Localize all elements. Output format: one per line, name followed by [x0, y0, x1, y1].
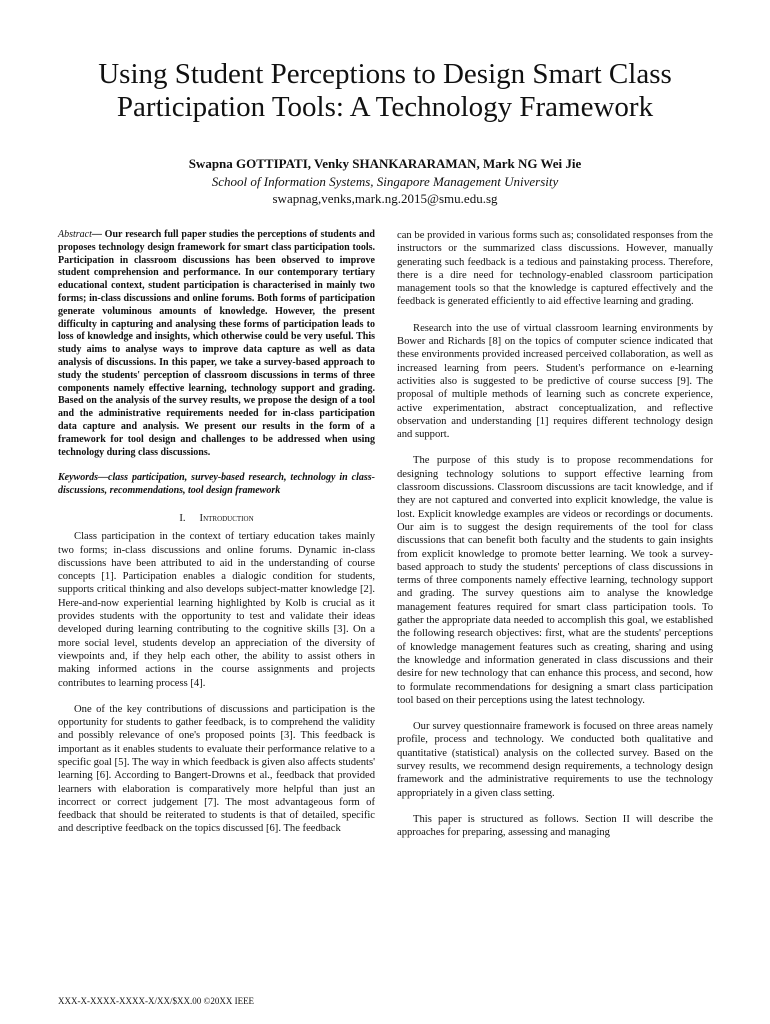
keywords: Keywords—class participation, survey-based research, technology in class-discussions, recommendations, tool design framework — [58, 472, 375, 497]
section-heading — [58, 512, 375, 525]
copyright-footer: XXX-X-XXXX-XXXX-X/XX/$XX.00 ©20XX IEEE — [58, 996, 255, 1006]
author-list: Swapna GOTTIPATI, Venky SHANKARARAMAN, Mark NG Wei Jie — [188, 156, 582, 171]
body-paragraph: One of the key contributions of discussions and participation is the opportunity for students to gather feedback, is to comprehend the validity and possibly relevance of one's proposed points [3]. This feedback is important as it enables students to evaluate their performance relative to a specific goal [5]. The way in which feedback is given also affects students' learning [6]. According to Bangert-Drowns et al., feedback that provided learners with elaboration is comparatively more helpful than just an incorrect or correct judgement [7]. The most advantageous form of feedback that should be reiterated to students is that of detailed, specific and descriptive feedback on the topics discussed [6]. The feedback — [58, 703, 375, 835]
body-paragraph: Our survey questionnaire framework is focused on three areas namely profile, process and technology. We conducted both qualitative and quantitative (statistical) analysis on the collected survey. Based on the survey results, we recommend design requirements, a technology design framework and the administrative requirements to use the technology appropriately in a given class setting. — [397, 721, 713, 799]
abstract-text: — Our research full paper studies the perceptions of students and proposes technology design framework for smart class participation tools. Participation in classroom discussions has been observed to improve student comprehension and performance. In our contemporary tertiary educational context, student participation is characterised in mainly two forms; in-class discussions and online forums. Both forms of participation generate voluminous amounts of knowledge. However, the present difficulty in capturing and analysing these forms of participation leads to loss of knowledge and insights, which otherwise could be very useful. This study aims to analyse ways to improve data capture as well as data analysis of discussions. In this paper, we take a survey-based approach to study the students' perception of classroom discussions in terms of three components namely effective learning, technology support and grading. Based on the analysis of the survey results, we propose the design of a tool and the administrative requirements needed for in-class participation data capture and analysis. We present our results in the form of a framework for tool design and challenges to be addressed when using technology during class discussions. — [58, 229, 375, 458]
body-paragraph: Research into the use of virtual classroom learning environments by Bower and Richards [8] on the topics of computer science indicated that these environments provided increased perceived collaboration, as well as increased learning from peers. Student's performance on e-learning activities also is suggested to be predictive of course success [9]. The proposal of multiple methods of learning such as concrete experience, active experimentation, abstract conceptualization, and reflective observation and understanding [1] requires different technology design and support. — [397, 322, 713, 441]
section-number: I. — [179, 512, 186, 524]
right-column — [397, 229, 713, 839]
affiliation: School of Information Systems, Singapore Management University — [211, 174, 559, 189]
body-paragraph: Class participation in the context of tertiary education takes mainly two forms; in-class discussions and online forums. Dynamic in-class discussions have been attributed to aid in the understanding of course concepts [1]. Participation enables a dialogic condition for students, supports critical thinking and also develops subject-matter knowledge [2]. Here-and-now experiential learning highlighted by Kolb is crucial as it provides students with the opportunity to test and validate their ideas developed during learning contributing to the cognitive skills [3]. On a more social level, students develop an appreciation of the diversity of viewpoints and, if they help each other, the ability to assist others in making informed actions in the course assignments and projects contributes to learning process [4]. — [58, 531, 375, 689]
body-paragraph: can be provided in various forms such as; consolidated responses from the instructors or the summarized class discussions. However, manually generating such feedback is a tedious and painstaking process. Therefore, there is a dire need for technology-enabled classroom participation management tools so that the knowledge is captured effectively and the feedback is generated efficiently to aid effective learning and grading. — [397, 230, 713, 308]
body-paragraph: The purpose of this study is to propose recommendations for designing technology solutions to support effective learning from classroom discussions. Classroom discussions are tacit knowledge, and if they are not captured and converted into explicit knowledge, the value is lost. Explicit knowledge examples are videos or recordings or documents. Our aim is to suggest the design requirements of the tool for class discussions that can benefit both faculty and the students to gain insights from explicit knowledge to promote better learning. We took a survey-based approach to study the students' perceptions of class discussions in terms of three components namely effective learning, technology support and grading. The survey questions aim to analyse the knowledge management features required for smart class participation tools. To gather the appropriate data needed to accomplish this goal, we established the following research objectives: first, what are the students' perceptions of knowledge management features such as creating, sharing and using the knowledge and information generated in class discussions and their desire for new technology that can enhance this process, and second, how to formulate recommendations for designing a smart class participation tool based on their perceptions using the latest technology. — [397, 455, 713, 706]
paper-title: Using Student Perceptions to Design Smart Class Participation Tools: A Technology Framework — [98, 58, 672, 123]
author-email: swapnag,venks,mark.ng.2015@smu.edu.sg — [272, 191, 498, 206]
abstract-lead: Abstract — [58, 229, 92, 240]
section-title: Introduction — [199, 512, 254, 524]
abstract — [58, 229, 375, 459]
body-paragraph: This paper is structured as follows. Section II will describe the approaches for preparing, assessing and managing — [397, 813, 713, 839]
left-column — [58, 229, 375, 836]
